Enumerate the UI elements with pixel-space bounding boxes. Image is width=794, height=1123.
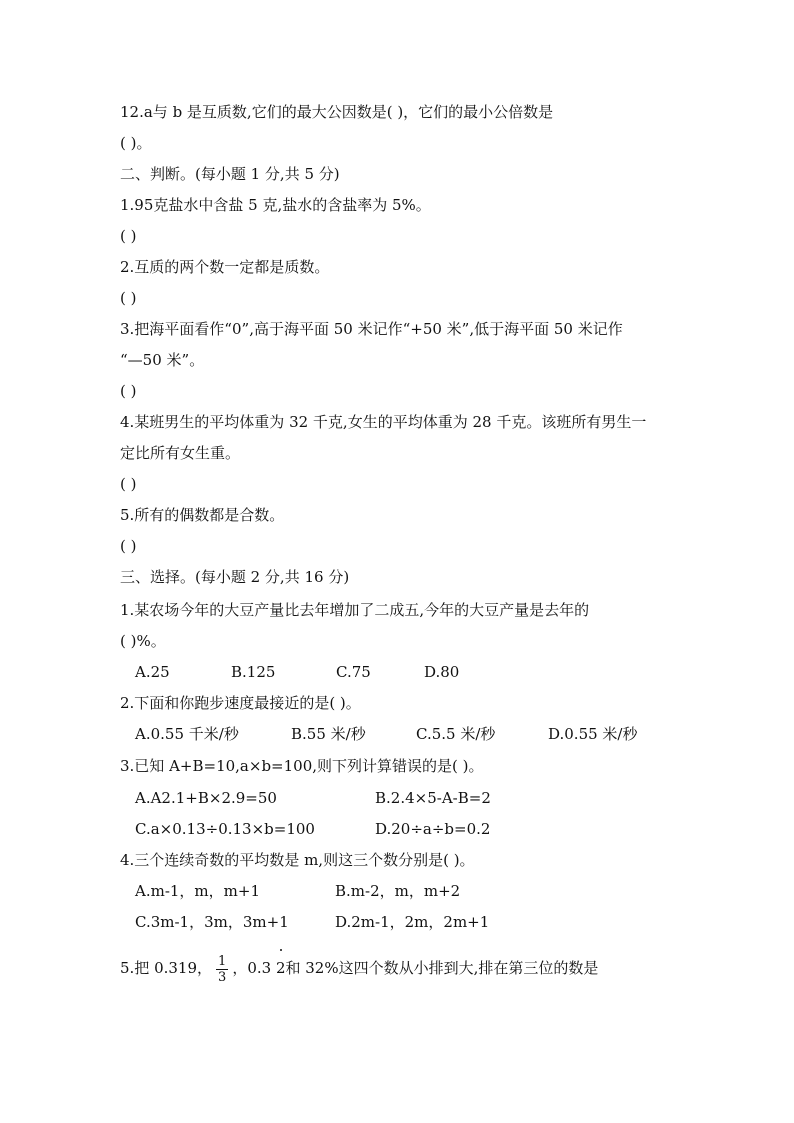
fraction-numerator: 1: [218, 953, 227, 969]
judge-q2-blank: ( ): [120, 289, 137, 307]
judge-q3-text-line1: 3.把海平面看作“0”,高于海平面 50 米记作“+50 米”,低于海平面 50 米记作: [120, 320, 623, 338]
choice-q3-option-b: B.2.4×5-A-B=2: [375, 789, 491, 807]
choice-q5-prefix: 5.把 0.319，: [120, 959, 213, 977]
choice-q2-option-a: A.0.55 千米/秒: [135, 725, 239, 743]
choice-q2-option-c: C.5.5 米/秒: [416, 725, 496, 743]
judge-q5-blank: ( ): [120, 537, 137, 555]
q12-line1: 12.a与 b 是互质数,它们的最大公因数是( )，它们的最小公倍数是: [120, 103, 554, 121]
choice-q5-mid: ，0.3: [232, 959, 276, 977]
repeating-decimal-digit: 2: [276, 952, 286, 984]
judge-q2-text: 2.互质的两个数一定都是质数。: [120, 258, 330, 276]
judge-q1-text: 1.95克盐水中含盐 5 克,盐水的含盐率为 5%。: [120, 196, 431, 214]
choice-q1-line2: ( )%。: [120, 632, 166, 650]
choice-q4-option-d: D.2m-1，2m，2m+1: [335, 913, 490, 931]
fraction-one-third: [216, 954, 228, 985]
judge-q4-blank: ( ): [120, 475, 137, 493]
choice-q2-option-d: D.0.55 米/秒: [548, 725, 638, 743]
choice-q4-option-c: C.3m-1，3m，3m+1: [135, 913, 289, 931]
choice-q3-line1: 3.已知 A+B=10,a×b=100,则下列计算错误的是( )。: [120, 757, 484, 775]
judge-q3-text-line2: “—50 米”。: [120, 351, 205, 369]
section2-heading: 二、判断。(每小题 1 分,共 5 分): [120, 165, 340, 183]
choice-q1-option-c: C.75: [336, 663, 371, 681]
choice-q5-suffix: 和 32%这四个数从小排到大,排在第三位的数是: [285, 959, 599, 977]
judge-q3-blank: ( ): [120, 382, 137, 400]
choice-q3-option-a: A.A2.1+B×2.9=50: [135, 789, 277, 807]
choice-q4-option-a: A.m-1，m，m+1: [135, 882, 260, 900]
choice-q4-option-b: B.m-2，m，m+2: [335, 882, 461, 900]
fraction-denominator: 3: [218, 969, 227, 985]
judge-q5-text: 5.所有的偶数都是合数。: [120, 506, 285, 524]
section3-heading: 三、选择。(每小题 2 分,共 16 分): [120, 568, 350, 586]
choice-q2-option-b: B.55 米/秒: [291, 725, 366, 743]
choice-q3-option-c: C.a×0.13÷0.13×b=100: [135, 820, 315, 838]
judge-q1-blank: ( ): [120, 227, 137, 245]
choice-q1-line1: 1.某农场今年的大豆产量比去年增加了二成五,今年的大豆产量是去年的: [120, 601, 590, 619]
judge-q4-text-line2: 定比所有女生重。: [120, 444, 241, 462]
choice-q2-line1: 2.下面和你跑步速度最接近的是( )。: [120, 694, 361, 712]
choice-q1-option-d: D.80: [424, 663, 460, 681]
choice-q3-option-d: D.20÷a÷b=0.2: [375, 820, 491, 838]
choice-q1-option-a: A.25: [135, 663, 170, 681]
judge-q4-text-line1: 4.某班男生的平均体重为 32 千克,女生的平均体重为 28 千克。该班所有男生一: [120, 413, 647, 431]
q12-line2: ( )。: [120, 134, 152, 152]
choice-q5-line1: [120, 952, 598, 985]
choice-q1-option-b: B.125: [231, 663, 276, 681]
choice-q4-line1: 4.三个连续奇数的平均数是 m,则这三个数分别是( )。: [120, 851, 475, 869]
